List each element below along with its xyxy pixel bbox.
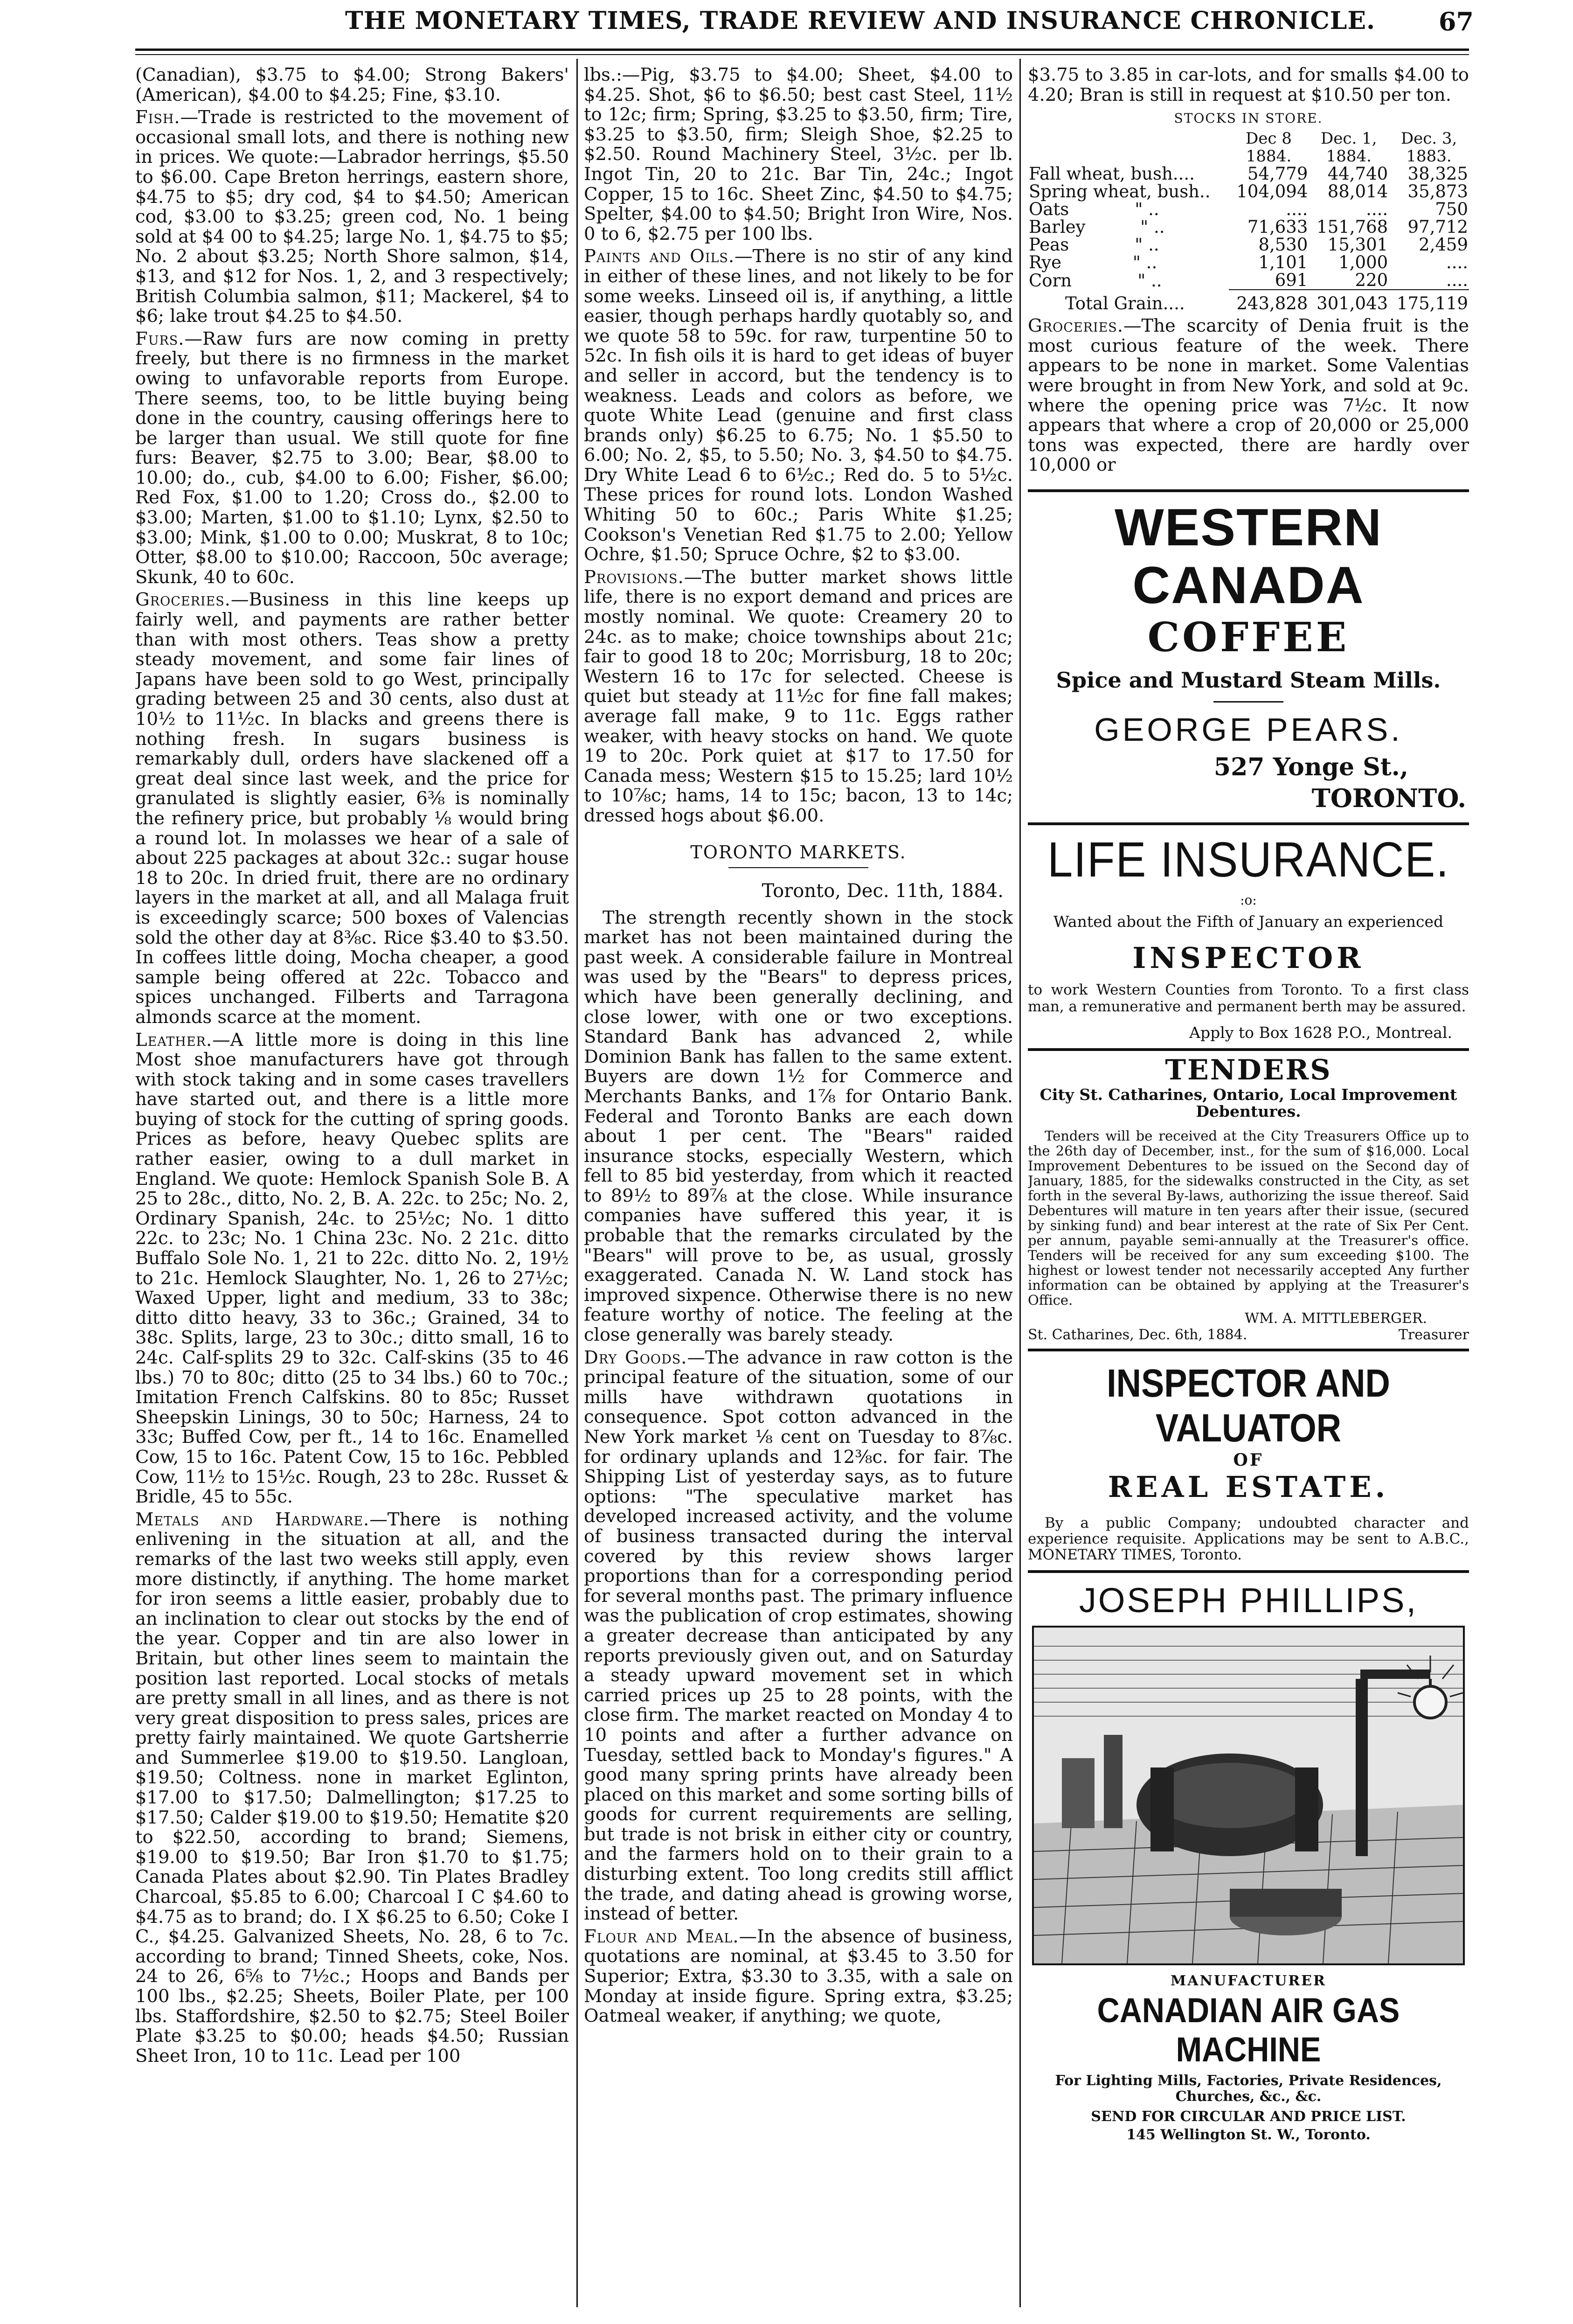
article-text: —In the absence of business, quotations are nominal, at $3.45 to 3.50 for Superior; Extra, $3.30 to 3.35, with a sale on Monday at inside figure. Spring extra, $3.25; Oatmeal weaker, if anything; we quote, [584,1926,1013,2027]
table-cell: 151,768 [1317,217,1388,237]
table-row [1028,201,1469,218]
table-row [1028,236,1469,254]
ad-footer [1028,1327,1469,1343]
table-cell: .... [1286,199,1308,220]
stocks-table [1028,130,1469,313]
ad-inspector-valuator [1028,1351,1469,1570]
ad-role: Treasurer [1398,1326,1469,1343]
table-cell: 175,119 [1389,290,1469,313]
ad-tagline: Spice and Mustard Steam Mills. [1056,667,1441,693]
table-cell: 15,301 [1327,235,1388,255]
row-label: Fall wheat, bush.... [1029,164,1195,184]
ad-western-canada-coffee [1028,492,1469,822]
table-cell: 54,779 [1247,164,1308,184]
column-divider [1019,59,1021,2307]
section-heading: Provisions. [584,566,684,588]
row-label: Rye " .. [1029,252,1157,273]
divider [728,867,868,868]
article-text: —A little more is doing in this line Most shoe manufacturers have got through with stock taking and in some cases travellers have started out, and there is a little more buying of stock for the cutting of spring goods. Prices as before, heavy Quebec splits are rather easier, owing to a dull market in England. We quote: Hemlock Spanish Sole B. A 25 to 28c., ditto, No. 2, B. A. 22c. to 25c; No. 2, Ordinary Spanish, 24c. to 25½c; No. 1 ditto 22c. to 23c; No. 1 China 23c. No. 2 21c. ditto Buffalo Sole No. 1, 21 to 22c. ditto No. 2, 19½ to 21c. Hemlock Slaughter, No. 1, 26 to 27½c; Waxed Upper, light and medium, 33 to 38c; ditto ditto heavy, 33 to 36c.; Grained, 34 to 38c. Splits, large, 23 to 30c.; ditto small, 16 to 24c. Calf-splits 29 to 32c. Calf-skins (35 to 46 lbs.) 70 to 80c; ditto (25 to 34 lbs.) 60 to 70c.; Imitation French Calfskins. 80 to 85c; Russet Sheepskin Linings, 30 to 50c; Harness, 24 to 33c; Buffed Cow, per ft., 14 to 16c. Enamelled Cow, 15 to 16c. Patent Cow, 15 to 16c. Pebbled Cow, 11½ to 15½c. Rough, 23 to 28c. Russet & Bridle, 45 to 55c. [135,1029,569,1508]
table-row [1028,165,1469,183]
ad-title: TENDERS [1165,1053,1332,1086]
ad-life-insurance [1028,825,1469,1048]
column-1 [135,65,569,2314]
article-text: —Raw furs are now coming in pretty freely, but there is no firmness in the market owing to unfavorable reports from Europe. There seems, too, to be little buying being done in the country, causing offerings here to be larger than usual. We still quote for fine furs: Beaver, $2.75 to 3.00; Bear, $8.00 to 10.00; do., cub, $4.00 to 6.00; Fisher, $6.00; Red Fox, $1.00 to 1.20; Cross do., $2.00 to $3.00; Marten, $1.00 to $1.10; Lynx, $2.50 to $3.00; Mink, $1.00 to 0.00; Muskrat, 8 to 10c; Otter, $8.00 to $10.00; Raccoon, 50c average; Skunk, 40 to 60c. [135,328,569,588]
table-cell: 1,101 [1258,252,1308,273]
row-label: Total Grain.... [1065,293,1185,313]
table-cell: .... [1366,199,1388,220]
article-provisions [584,568,1013,826]
ad-subtitle: REAL ESTATE. [1108,1469,1389,1504]
header-rule [135,49,1469,51]
ad-text: Wanted about the Fifth of January an experienced [1053,912,1444,931]
ad-tenders [1028,1051,1469,1349]
section-heading: Groceries. [135,589,231,611]
column-divider [576,59,578,2307]
divider [1213,701,1283,703]
ad-heading: CANADIAN AIR GAS MACHINE [1097,1990,1400,2069]
ad-text: By a public Company; undoubted character and experience requisite. Applications may be sent to A.B.C., MONETARY TIMES, Toronto. [1028,1514,1469,1563]
ad-text: Tenders will be received at the City Treasurers Office up to the 26th day of December, inst., for the sum of $16,000. Local Improvement Debentures to be issued on the Second day of January, 1885, for the sidewalks constructed in the City, as set forth in the several By-laws, authorizing the issue thereof. Said Debentures will mature in ten years after their issue, (secured by sinking fund) and bear interest at the rate of Six Per Cent. per annum, payable semi-annually at the Treasurer's office. Tenders will be received for any sum exceeding $100. The highest or lowest tender not necessarily accepted Any further information can be obtained by applying at the Treasurer's Office. [1028,1127,1469,1308]
ad-text: OF [1233,1450,1264,1470]
article-text: —There is no stir of any kind in either of these lines, and not likely to be for some weeks. Linseed oil is, if anything, a little easier, though perhaps hardly quotably so, and we quote 58 to 59c. for raw, turpentine 50 to 52c. In fish oils it is hard to get ideas of buyer and seller in accord, but the tendency is to weakness. Leads and colors as before, we quote White Lead (genuine and first class brands only) $6.25 to 6.75; No. 1 $5.50 to 6.00; No. 2, $5, to 5.50; No. 3, $4.50 to $4.75. Dry White Lead 6 to 6½c.; Red do. 5 to 5½c. These prices for round lots. London Washed Whiting 50 to 60c.; Paris White $1.25; Cookson's Venetian Red $1.75 to 2.00; Yellow Ochre, $1.50; Spruce Ochre, $2 to $3.00. [584,246,1013,565]
ornament: :o: [1240,892,1257,908]
ad-text: to work Western Counties from Toronto. To a first class man, a remunerative and permanent berth may be assured. [1028,981,1469,1015]
table-cell: 220 [1355,270,1388,291]
table-cell: 301,043 [1309,290,1389,313]
table-cell: 38,325 [1407,164,1468,184]
table-header-row [1028,130,1469,165]
dateline: Toronto, Dec. 11th, 1884. [762,880,1004,902]
ad-title: WESTERN CANADA [1115,498,1382,614]
row-label: Corn " .. [1029,270,1162,291]
ad-text: SEND FOR CIRCULAR AND PRICE LIST. [1091,2108,1406,2125]
table-cell: 104,094 [1236,181,1308,202]
table-row [1028,254,1469,271]
article-text: —The butter market shows little life, there is no export demand and prices are mostly nominal. We quote: Creamery 20 to 24c. as to make; choice townships about 21c; fair to good 18 to 20c; Morrisburg, 18 to 20c; Western 16 to 17c for selected. Cheese is quiet but steady at 11½c for fine fall makes; average fall make, 9 to 11c. Eggs rather weaker, with heavy stocks on hand. We quote 19 to 20c. Pork quiet at $17 to 17.50 for Canada mess; Western $15 to 15.25; lard 10½ to 10⅞c; hams, 14 to 15c; bacon, 13 to 14c; dressed hogs about $6.00. [584,566,1013,826]
ad-title: LIFE INSURANCE. [1047,832,1450,887]
section-heading: Flour and Meal. [584,1926,739,1947]
table-cell: .... [1446,270,1468,291]
ad-subtitle: COFFEE [1147,613,1350,661]
column-2 [584,65,1013,2314]
article-text: —The advance in raw cotton is the principal feature of the situation, some of our mills have withdrawn quotations in consequence. Spot cotton advanced in the New York market ⅛ cent on Tuesday to 8⅞c. for ordinary uplands and 12⅜c. for fair. The Shipping List of yesterday says, as to future options: "The speculative market has developed increased activity, and the volume of business transacted during the interval covered by this review shows larger proportions than for a corresponding period for several months past. The primary influence was the publication of crop estimates, showing a greater decrease than anticipated by any reports previously given out, and on Saturday a steady upward movement set in which carried prices up 25 to 28 points, with the close firm. The market reacted on Monday 4 to 10 points and after a further advance on Tuesday, settled back to Monday's figures." A good many spring prints have already been placed on this market and some sorting bills of goods for current requirements are selling, but trade is not brisk in either city or country, and the farmers hold on to their grain to a disturbing extent. Too long credits still afflict the trade, and dating ahead is growing worse, instead of better. [584,1347,1013,1925]
paragraph: (Canadian), $3.75 to $4.00; Strong Bakers' (American), $4.00 to $4.25; Fine, $3.10. [135,65,569,105]
table-cell: 2,459 [1419,235,1468,255]
column-3 [1028,65,1469,2314]
header-rule-thin [135,54,1469,55]
section-heading: Furs. [135,328,185,349]
table-cell: 44,740 [1327,164,1388,184]
section-heading: Fish. [135,107,180,128]
section-heading: Paints and Oils. [584,246,735,267]
table-cell: 88,014 [1327,181,1388,202]
column-header: Dec. 1, 1884. [1321,129,1377,166]
article-text: —Business in this line keeps up fairly well, and payments are rather better than with most others. Teas show a pretty steady movement, and some fair lines of Japans have been sold to go West, principally grading between 25 and 30 cents, also dust at 10½ to 11½c. In blacks and greens there is nothing fresh. In sugars business is remarkably dull, orders have slackened off a great deal since last week, and the price for granulated is slightly easier, 6⅜ is nominally the refinery price, but probably ⅛ would bring a round lot. In molasses we hear of a sale of about 225 packages at about 32c.: sugar house 18 to 20c. In dried fruit, there are no ordinary layers in the market at all, and all Malaga fruit is exceedingly scarce; 500 boxes of Valencias sold the other day at 8⅜c. Rice $3.40 to $3.50. In coffees little doing, Mocha cheaper, a good sample being offered at 22c. Tobacco and spices unchanged. Filberts and Tarragona almonds scarce at the moment. [135,589,569,1028]
section-heading: Dry Goods. [584,1347,687,1368]
article-leather [135,1030,569,1507]
table-cell: 97,712 [1407,217,1468,237]
row-label: Spring wheat, bush.. [1029,181,1211,202]
article-groceries-2 [1028,316,1469,475]
ad-contact: Apply to Box 1628 P.O., Montreal. [1189,1023,1452,1042]
ad-joseph-phillips [1028,1573,1469,2143]
ad-signature: WM. A. MITTLEBERGER. [1245,1310,1427,1327]
page-title: THE MONETARY TIMES, TRADE REVIEW AND INSURANCE CHRONICLE. [345,7,1376,35]
ad-subtitle: City St. Catharines, Ontario, Local Improvement Debentures. [1039,1085,1457,1120]
ad-text: For Lighting Mills, Factories, Private Residences, Churches, &c., &c. [1055,2072,1442,2105]
table-cell: 35,873 [1407,181,1468,202]
table-row [1028,218,1469,236]
table-cell: 71,633 [1247,217,1308,237]
article-dry-goods [584,1348,1013,1924]
article-fish [135,108,569,327]
article-flour [584,1927,1013,2026]
article-text: —Trade is restricted to the movement of occasional small lots, and there is nothing new in prices. We quote:—Labrador herrings, $5.50 to $6.00. Cape Breton herrings, eastern shore, $4.75 to $5; dry cod, $4 to $4.50; American cod, $3.00 to $3.25; green cod, No. 1 being sold at $4 00 to $4.25; large No. 1, $4.75 to $5; No. 2 about $3.25; North Shore salmon, $14, $13, and $12 for Nos. 1, 2, and 3 respectively; British Columbia salmon, $11; Mackerel, $4 to $6; lake trout $4.25 to $4.50. [135,107,569,327]
table-cell: 691 [1275,270,1308,291]
table-cell: .... [1446,252,1468,273]
article-text: —There is nothing enlivening in the situation at all, and the remarks of the last two weeks still apply, even more distinctly, if anything. The home market for iron seems a little easier, probably due to an inclination to clear out stocks by the end of the year. Copper and tin are also lower in Britain, but other lines seem to maintain the position last reported. Local stocks of metals are pretty small in all lines, and as there is not very great disposition to press sales, prices are pretty fairly maintained. We quote Gartsherrie and Summerlee $19.00 to $19.50. Langloan, $19.50; Coltness. none in market Eglinton, $17.00 to $17.50; Dalmellington; $17.25 to $17.50; Calder $19.00 to $19.50; Hematite $20 to $22.50, according to brand; Siemens, $19.00 to $19.50; Bar Iron $1.70 to $1.75; Canada Plates about $2.90. Tin Plates Bradley Charcoal, $5.85 to 6.00; Charcoal I C $4.60 to $4.75 as to brand; do. I X $6.25 to 6.50; Coke I C., $4.25. Galvanized Sheets, No. 28, 6 to 7c. according to brand; Tinned Sheets, coke, Nos. 24 to 26, 6⅝ to 7½c.; Hoops and Bands per 100 lbs., $2.25; Sheets, Boiler Plate, per 100 lbs. Staffordshire, $2.50 to $2.75; Steel Boiler Plate $3.25 to $0.00; heads $4.50; Russian Sheet Iron, 10 to 11c. Lead per 100 [135,1509,569,2067]
page-header [131,7,1474,49]
ad-city: TORONTO. [1311,783,1466,813]
ad-heading: INSPECTOR [1132,940,1365,975]
stocks-title: STOCKS IN STORE. [1174,111,1323,126]
article-furs [135,329,569,588]
article-paints [584,247,1013,565]
article-text: The strength recently shown in the stock market has not been maintained during the past week. A considerable failure in Montreal was used by the "Bears" to depress prices, which have been generally declining, and close lower, with one or two exceptions. Standard Bank has advanced 2, while Dominion Bank has fallen to the same extent. Buyers are down 1½ for Commerce and Merchants Banks, and 1⅞ for Ontario Bank. Federal and Toronto Banks are each down about 1 per cent. The "Bears" raided insurance stocks, especially Western, which fell to 85 bid yesterday, from which it reacted to 89½ to 89⅞ at the close. While insurance companies have suffered this year, it is probable that the remarks circulated by the "Bears" will prove to be, as usual, grossly exaggerated. Canada N. W. Land stock has improved sixpence. Otherwise there is no new feature worthy of notice. The feeling at the close generally was barely steady. [584,907,1013,1346]
table-total-row [1028,290,1469,313]
engraving-image [1034,1628,1463,1963]
table-cell: 243,828 [1229,290,1309,313]
table-cell: 750 [1435,199,1468,220]
column-header: Dec. 3, 1883. [1400,129,1457,166]
page-number: 67 [1438,7,1474,36]
ad-proprietor: GEORGE PEARS. [1094,711,1403,748]
row-label: Oats " .. [1029,199,1159,220]
row-label: Peas " .. [1029,235,1159,255]
paragraph: lbs.:—Pig, $3.75 to $4.00; Sheet, $4.00 to $4.25. Shot, $6 to $6.50; best cast Steel, 11½ to 12c; firm; Spring, $3.25 to $3.50, firm; Tire, $3.25 to $3.50, firm; Sleigh Shoe, $2.25 to $2.50. Round Machinery Steel, 3½c. per lb. Ingot Tin, 20 to 21c. Bar Tin, 24c.; Ingot Copper, 15 to 16c. Sheet Zinc, $4.50 to $4.75; Spelter, $4.00 to $4.50; Bright Iron Wire, Nos. 0 to 6, $2.75 per 100 lbs. [584,65,1013,244]
table-cell: 8,530 [1258,235,1308,255]
table-row [1028,183,1469,201]
article-metals [135,1510,569,2067]
toronto-markets-heading: TORONTO MARKETS. [690,842,907,863]
row-label: Barley " .. [1029,217,1165,237]
gas-machine-illustration [1032,1626,1465,1965]
paragraph: $3.75 to 3.85 in car-lots, and for smalls $4.00 to 4.20; Bran is still in request at $10.50 per ton. [1028,65,1469,105]
ad-label: MANUFACTURER [1171,1972,1326,1989]
ad-title: JOSEPH PHILLIPS, [1079,1580,1418,1620]
table-cell: 1,000 [1338,252,1388,273]
section-heading: Metals and Hardware. [135,1509,370,1530]
article-text: —The scarcity of Denia fruit is the most curious feature of the week. There appears to be none in market. Some Valentias were brought in from New York, and sold at 9c. where the opening price was 7½c. It now appears that where a crop of 20,000 or 25,000 tons was expected, there are hardly over 10,000 or [1028,315,1469,476]
column-header: Dec 8 1884. [1246,129,1292,166]
section-heading: Groceries. [1028,315,1124,337]
ad-address: 145 Wellington St. W., Toronto. [1126,2126,1371,2143]
ad-title: INSPECTOR AND VALUATOR [1107,1361,1390,1450]
article-groceries [135,590,569,1027]
section-heading: Leather. [135,1029,213,1051]
ad-place-date: St. Catharines, Dec. 6th, 1884. [1028,1326,1247,1343]
ad-address: 527 Yonge St., [1213,752,1408,781]
table-row [1028,271,1469,290]
